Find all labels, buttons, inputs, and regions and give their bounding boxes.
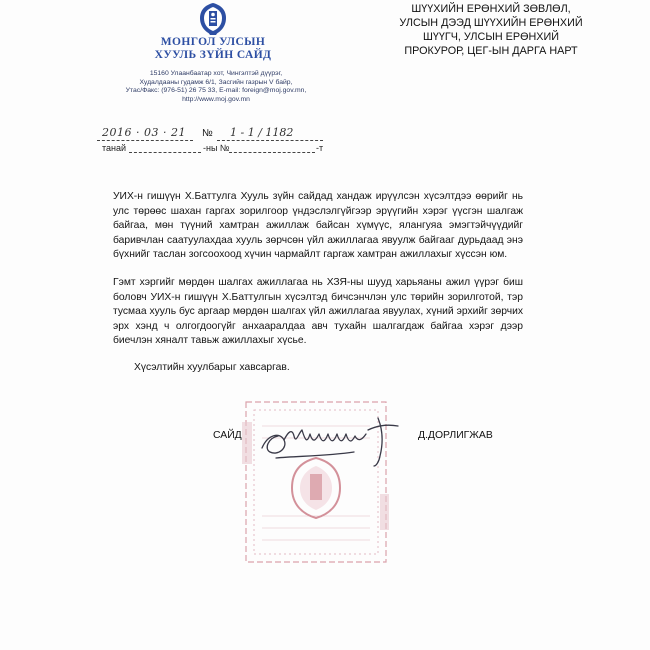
handwritten-number: 1 - 1 / 1182 (230, 126, 294, 139)
tanai-label: танай (102, 143, 127, 153)
your-number-rule (229, 152, 315, 153)
ministry-name-line2: ХУУЛЬ ЗҮЙН САЙД (154, 49, 272, 61)
ministry-address (110, 70, 322, 104)
ministry-name (142, 36, 284, 62)
address-line: Худалдааны гудамж 6/1, Засгийн газрын V байр, (139, 78, 293, 86)
reference-line-your (95, 140, 323, 160)
ministry-name-line1: МОНГОЛ УЛСЫН (160, 36, 266, 48)
recipient-line: ШҮҮХИЙН ЕРӨНХИЙ ЗӨВЛӨЛ, (411, 3, 571, 15)
tanai-rule (129, 152, 201, 153)
mongolian-state-emblem-icon (198, 2, 228, 36)
signature-title: САЙД (213, 430, 242, 441)
address-line: 15160 Улаанбаатар хот, Чингэлтэй дүүрэг, (149, 70, 283, 77)
signer-name: Д.ДОРЛИГЖАВ (418, 430, 493, 441)
handwritten-date: 2016 · 03 · 21 (102, 126, 186, 139)
recipient-line: ПРОКУРОР, ЦЕГ-ЫН ДАРГА НАРТ (404, 45, 578, 57)
address-line: Утас/Факс: (976-51) 26 75 33, E-mail: foreign@moj.gov.mn, (125, 87, 307, 95)
body-paragraph-2: Гэмт хэргийг мөрдөн шалгах ажиллагаа нь ХЗЯ-ны шууд харьяаны ажил үүрэг биш боловч УИХ-н гишүүн Х.Баттулгын хүсэлтэд бичсэнчлэн улс төрийн зорилготой, тэр тусмаа хууль бус аргаар мөрдөн шалгах үйл ажиллагаа явуулах, хүний эрхийг зөрчих эрх хэнд ч олгогдоогүйг анхааралдаа авч тухайн шалгагдаж байгаа хэрэг дээр биечлэн хяналт тавьж ажиллахыг хүсье. (113, 277, 523, 347)
nyn-no-label: -ны № (203, 143, 230, 153)
t-label: -т (316, 143, 324, 153)
recipient-line: ШҮҮГЧ, УЛСЫН ЕРӨНХИЙ (422, 31, 559, 43)
address-line: http://www.moj.gov.mn (182, 95, 250, 103)
number-label: № (202, 128, 213, 139)
handwritten-signature (258, 414, 410, 468)
recipient-block (356, 2, 626, 58)
body-paragraph-1: УИХ-н гишүүн Х.Баттулга Хууль зүйн сайдад хандаж ирүүлсэн хүсэлтдээ өөрийг нь улс төрөөс шахан гаргах зорилгоор үндэслэлгүйгээр эрүүгийн хэрэг үүсгэн шалгаж байгаа, мөн түүний хамтран ажиллаж байсан хүмүүс, ялангуяа эмэгтэйчүүдийг баривчлан саатуулахдаа хууль зөрчсөн үйл ажиллагаа явуулж байгааг дурьдаад энэ бүхнийг таслан зогсоохоод хүчин чармайлт гаргаж хамтран ажиллахыг хүссэн юм. (113, 191, 523, 261)
body-paragraph-3: Хүсэлтийн хуулбарыг хавсаргав. (134, 362, 290, 373)
recipient-line: УЛСЫН ДЭЭД ШҮҮХИЙН ЕРӨНХИЙ (399, 17, 583, 29)
